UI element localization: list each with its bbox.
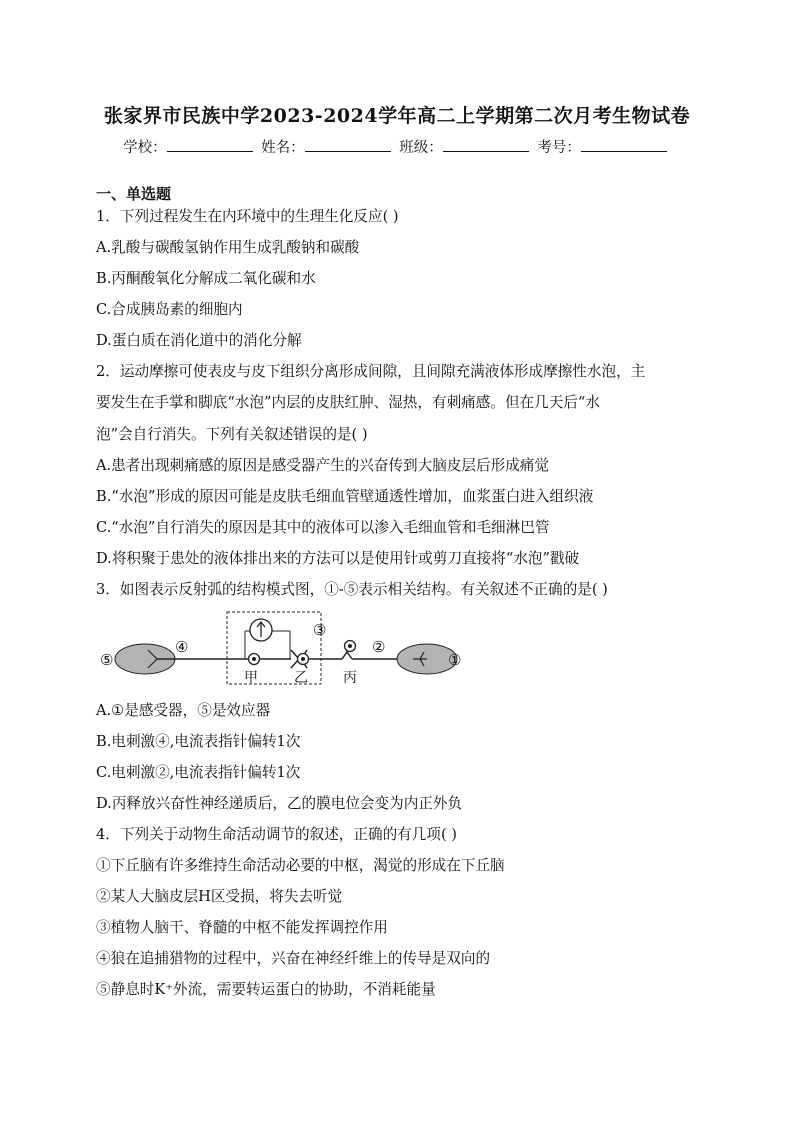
q3-option-d: D.丙释放兴奋性神经递质后，乙的膜电位会变为内正外负: [96, 795, 463, 812]
name-field[interactable]: [305, 137, 391, 152]
reflex-arc-diagram: [96, 606, 476, 690]
q2-option-c: C.“水泡”自行消失的原因是其中的液体可以渗入毛细血管和毛细淋巴管: [96, 519, 550, 536]
class-field[interactable]: [443, 137, 529, 152]
label-5: ⑤: [100, 651, 114, 669]
q1-stem: 1．下列过程发生在内环境中的生理生化反应( ): [96, 208, 399, 225]
label-2: ②: [372, 638, 386, 656]
q3-stem: 3．如图表示反射弧的结构模式图，①-⑤表示相关结构。有关叙述不正确的是( ): [96, 581, 608, 598]
name-label: 姓名：: [261, 140, 305, 156]
q2-stem-line-3: 泡”会自行消失。下列有关叙述错误的是( ): [96, 426, 368, 443]
label-bing: 丙: [343, 670, 357, 686]
number-label: 考号：: [537, 140, 581, 156]
q4-item-4: ④狼在追捕猎物的过程中，兴奋在神经纤维上的传导是双向的: [96, 950, 491, 967]
junction-bing: [342, 652, 352, 659]
label-4: ④: [175, 638, 189, 656]
q4-item-3: ③植物人脑干、脊髓的中枢不能发挥调控作用: [96, 919, 388, 936]
school-field[interactable]: [167, 137, 253, 152]
q3-option-c: C.电刺激②,电流表指针偏转1次: [96, 764, 301, 781]
exam-title: 张家界市民族中学2023-2024学年高二上学期第二次月考生物试卷: [103, 105, 691, 127]
student-info-row: [0, 136, 794, 157]
q2-option-a: A.患者出现刺痛感的原因是感受器产生的兴奋传到大脑皮层后形成痛觉: [96, 457, 549, 474]
number-field[interactable]: [581, 137, 667, 152]
q1-option-c: C.合成胰岛素的细胞内: [96, 301, 243, 318]
section-title: 一、单选题: [96, 185, 172, 203]
q4-item-5: ⑤静息时K⁺外流，需要转运蛋白的协助，不消耗能量: [96, 981, 436, 998]
q2-stem-line-1: 2．运动摩擦可使表皮与皮下组织分离形成间隙，且间隙充满液体形成摩擦性水泡，主: [96, 363, 646, 380]
label-3: ③: [313, 621, 327, 639]
q2-stem-line-2: 要发生在手掌和脚底“水泡”内层的皮肤红肿、湿热，有刺痛感。但在几天后“水: [96, 394, 600, 411]
q1-option-a: A.乳酸与碳酸氢钠作用生成乳酸钠和碳酸: [96, 239, 360, 256]
q3-option-a: A.①是感受器，⑤是效应器: [96, 702, 271, 719]
q2-option-d: D.将积聚于患处的液体排出来的方法可以是使用针或剪刀直接将“水泡”戳破: [96, 550, 580, 567]
label-yi: 乙: [294, 670, 308, 686]
q1-option-d: D.蛋白质在消化道中的消化分解: [96, 332, 302, 349]
q3-option-b: B.电刺激④,电流表指针偏转1次: [96, 733, 301, 750]
q1-option-b: B.丙酮酸氧化分解成二氧化碳和水: [96, 270, 316, 287]
q4-stem: 4．下列关于动物生命活动调节的叙述，正确的有几项( ): [96, 826, 457, 843]
label-1: ①: [448, 651, 462, 669]
q4-item-2: ②某人大脑皮层H区受损，将失去听觉: [96, 888, 343, 905]
q2-option-b: B.“水泡”形成的原因可能是皮肤毛细血管壁通透性增加，血浆蛋白进入组织液: [96, 488, 594, 505]
school-label: 学校：: [123, 140, 167, 156]
label-jia: 甲: [244, 670, 258, 686]
class-label: 班级：: [399, 140, 443, 156]
q4-item-1: ①下丘脑有许多维持生命活动必要的中枢，渴觉的形成在下丘脑: [96, 857, 505, 874]
